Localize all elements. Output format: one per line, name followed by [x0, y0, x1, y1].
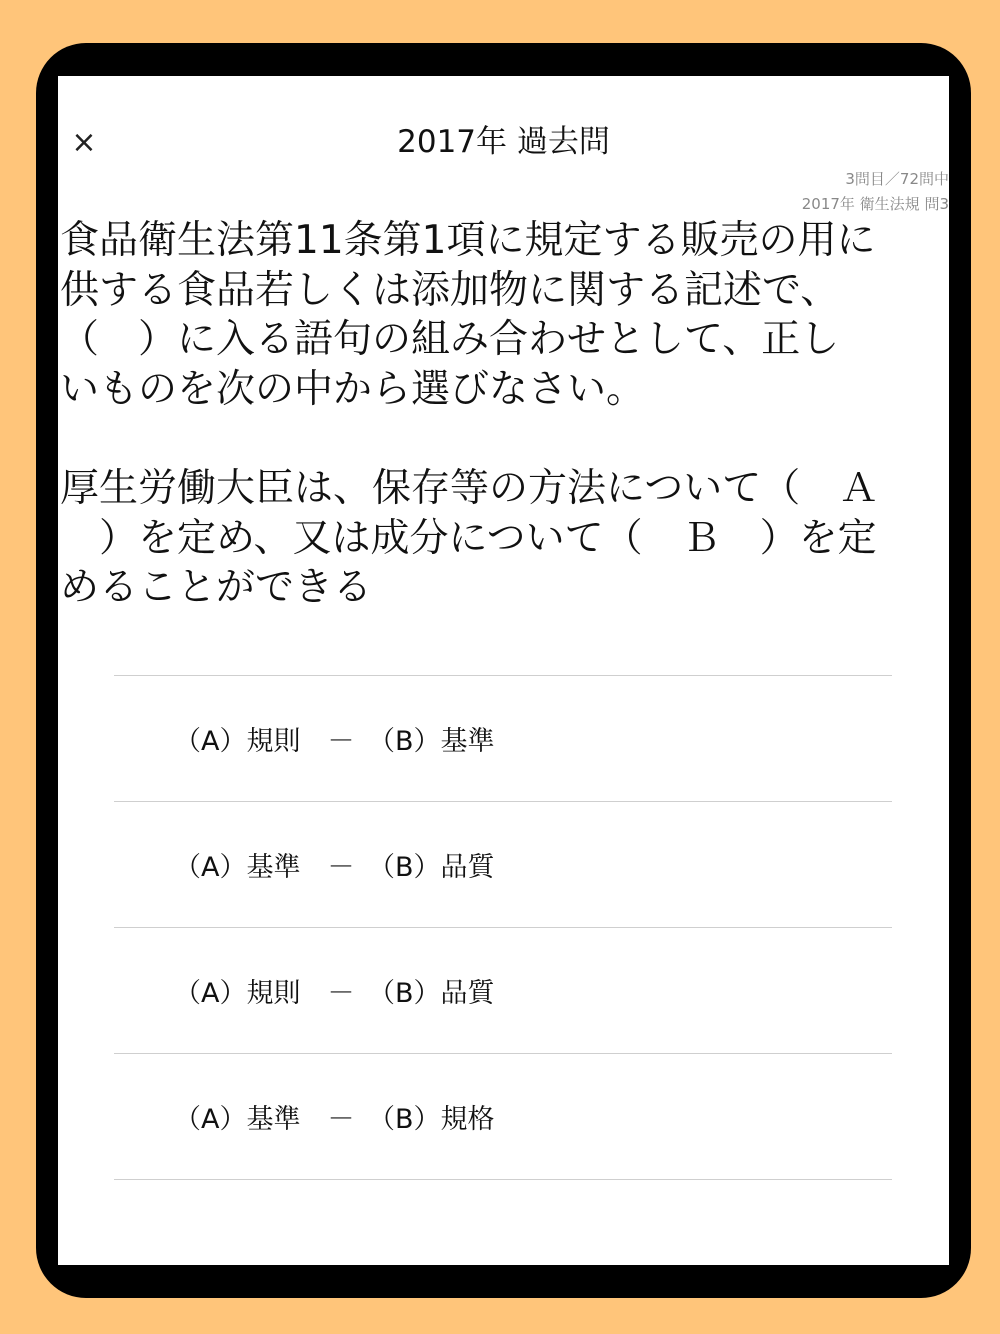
- divider: [114, 1179, 892, 1180]
- choice-option-4[interactable]: （A）基準 － （B）規格: [174, 1104, 495, 1135]
- question-text: 食品衛生法第11条第1項に規定する販売の用に 供する食品若しくは添加物に関する記述で、 （ ）に入る語句の組み合わせとして、正し いものを次の中から選びなさい。: [60, 218, 876, 412]
- page-title: 2017年 過去問: [397, 124, 610, 160]
- choice-option-3[interactable]: （A）規則 － （B）品質: [174, 978, 495, 1009]
- choice-list: [114, 675, 892, 1180]
- choice-option-1[interactable]: （A）規則 － （B）基準: [174, 726, 495, 757]
- choice-option-2[interactable]: （A）基準 － （B）品質: [174, 852, 495, 883]
- close-icon[interactable]: ×: [71, 125, 97, 160]
- question-progress: 3問目／72問中: [845, 170, 949, 188]
- question-stem: 厚生労働大臣は、保存等の方法について（ Ａ ）を定め、又は成分について（ Ｂ ）を定 めることができる: [60, 466, 879, 610]
- question-source: 2017年 衛生法規 問3: [801, 195, 949, 213]
- quiz-screen: [58, 76, 949, 1265]
